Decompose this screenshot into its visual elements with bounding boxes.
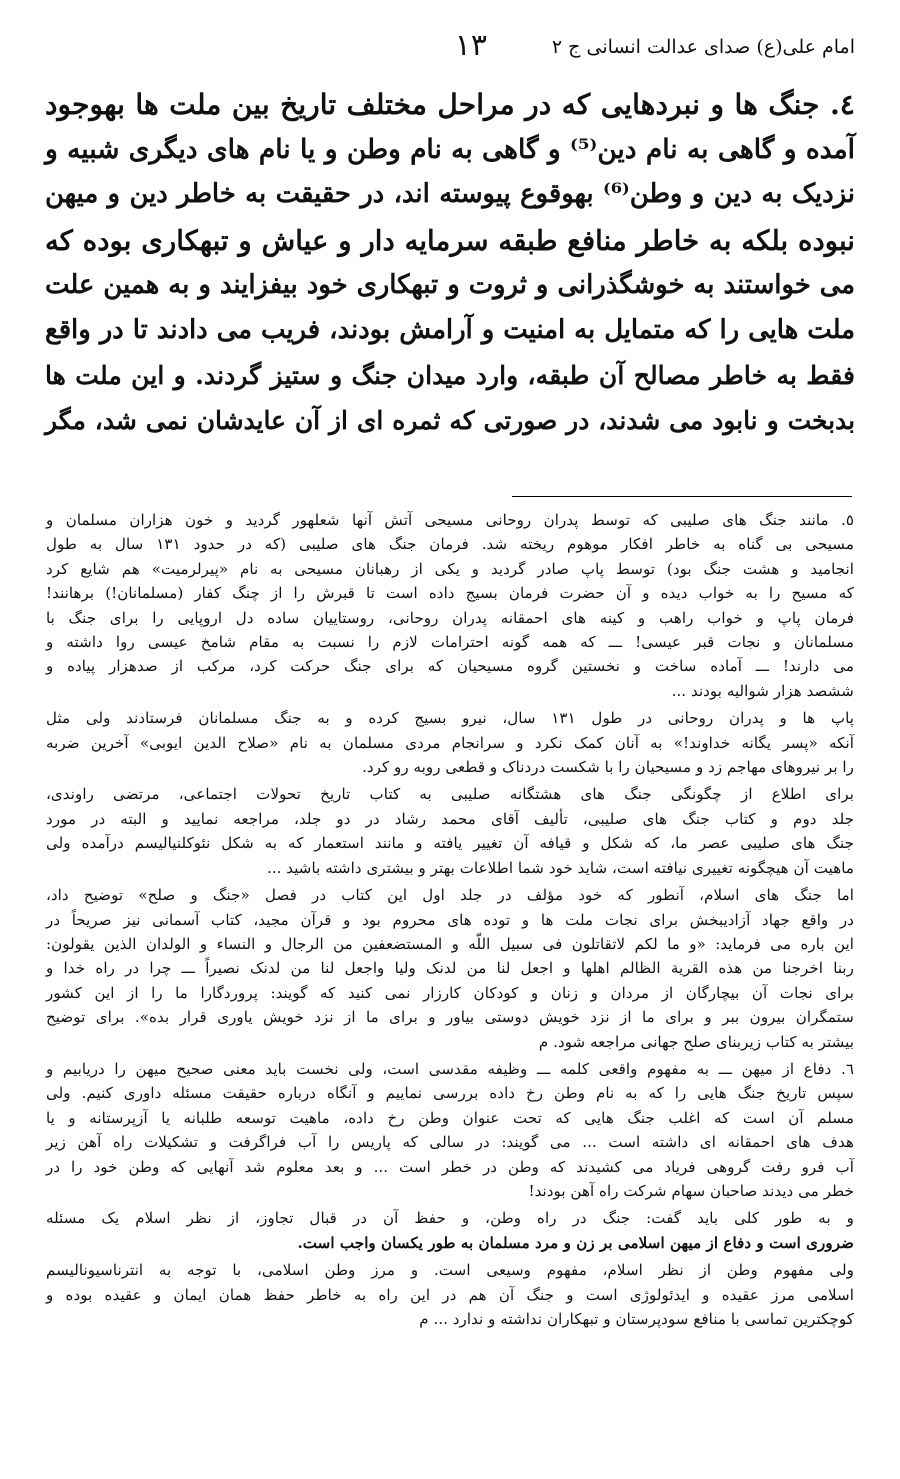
footnote-line: برای اطلاع از چگونگی جنگ های هشتگانه صلیبی به کتاب تاریخ تحولات اجتماعی، مرتضی راوندی، — [46, 785, 854, 804]
footnote-line: در واقع جهاد آزادیبخش برای نجات ملت ها و توده های محروم بود و قرآن مجید، کتاب آسمانی نیز صریحاً در — [46, 910, 854, 929]
text-line: بدبخت و نابود می شدند، در صورتی که ثمره ای از آن عایدشان نمی شد، مگر — [45, 406, 855, 436]
footnote-5 — [46, 508, 854, 703]
footnote-line: مسلمانان و نجات قبر عیسی! ـــ که همه گونه احترامات لازم را نسبت به مقام شامخ عیسی روا داشته و — [46, 633, 854, 652]
footnote-line: که مسیح را به خواب دیده و آن حضرت فرمان بسیج داده است تا قبرش را از چنگ کفار (مسلمانان!) برهانند! — [46, 584, 854, 603]
text-line: نبوده بلکه به خاطر منافع طبقه سرمایه دار و عیاش و تبهکاری بوده که — [45, 223, 855, 257]
footnote-line: فرمان پاپ و خواب راهب و کینه های احمقانه پدران روحانی، روستاییان ساده دل اروپایی را برای جنگ با — [46, 608, 854, 627]
footnote-line: پاپ ها و پدران روحانی در طول ۱۳۱ سال، نیرو بسیج کرده و به جنگ مسلمانان فرستادند ولی مثل — [46, 709, 854, 728]
footnote-line: بیشتر به کتاب زیربنای صلح جهانی مراجعه شود. م — [538, 1032, 854, 1051]
footnote-paragraph — [46, 883, 854, 1054]
footnote-line: انجامید و هشت جنگ بود) توسط پاپ صادر گردید و یکی از رهبانان مسیحی به نام «پیرلرمیت» هم شایع کرد — [46, 559, 854, 578]
footnote-line: ٦. دفاع از میهن ـــ به مفهوم واقعی کلمه ـــ وظیفه مقدسی است، ولی نخست باید معنی صحیح میهن را دریابیم و — [46, 1059, 854, 1078]
text-line: نزدیک به دین و وطن⁽⁶⁾ بهوقوع پیوسته اند، در حقیقت به خاطر دین و میهن — [45, 179, 855, 210]
text-line: آمده و گاهی به نام دین⁽⁵⁾ و گاهی به نام وطن و یا نام های دیگری شبیه و — [45, 134, 855, 166]
footnote-line: مسلم آن است که اغلب جنگ هایی که تحت عنوان وطن رخ داده، ماهیت توسعه طلبانه یا آزپرستانه و یا — [46, 1108, 854, 1127]
footnote-line: جنگ های صلیبی عصر ما، که شکل و قیافه آن تغییر یافته و مانند استعمار که به شکل نئوکلنیالیسم درآمده ولی — [46, 834, 854, 853]
footnote-line: ماهیت آن هیچگونه تغییری نیافته است، شاید خود شما اطلاعات بهتر و بیشتری داشته باشید ... — [266, 858, 854, 877]
footnote-line: را بر نیروهای مهاجم زد و مسیحیان را با شکست دردناک و قطعی روبه رو کرد. — [362, 758, 854, 777]
footnote-line: هدف های احمقانه ای داشته است ... می گویند: در سالی که پاریس را آب فراگرفت و تشکیلات راه آهن زیر — [46, 1133, 854, 1152]
book-title: امام علی(ع) صدای عدالت انسانی ج ۲ — [551, 36, 855, 58]
footnote-line: و به طور کلی باید گفت: جنگ در راه وطن، و حفظ آن در قبال تجاوز، از نظر اسلام یک مسئله — [46, 1209, 854, 1228]
page-number: ۱۳ — [454, 28, 487, 63]
footnote-line: خطر می دیدند صاحبان سهام شرکت راه آهن بودند! — [528, 1181, 854, 1200]
footnote-line: مسیحی بی گناه به خاطر افکار موهوم ریخته شد. فرمان جنگ های صلیبی (که در حدود ۱۳۱ سال به طول — [46, 535, 854, 554]
footnote-line: ولی مفهوم وطن از نظر اسلام، مفهوم وسیعی است. و مرز وطن اسلامی، با توجه به انترناسیونالیسم — [46, 1261, 854, 1280]
footnote-line: ربنا اخرجنا من هذه القریة الظالم اهلها و اجعل لنا من لدنک ولیا واجعل لنا من لدنک نصیراً ـــ چرا در راه خدا و — [46, 959, 854, 978]
text-line: ٤. جنگ ها و نبردهایی که در مراحل مختلف تاریخ بین ملت ها بهوجود — [45, 88, 855, 121]
footnotes — [46, 508, 854, 1334]
running-header — [40, 28, 855, 68]
footnote-line: اسلامی مرز عقیده و ایدئولوژی است و جنگ آن هم در این راه به خاطر حفظ همان ایمان و عقیده بوده و — [46, 1285, 854, 1304]
paragraph-4 — [45, 82, 855, 444]
footnote-paragraph — [46, 782, 854, 880]
text-line: فقط به خاطر مصالح آن طبقه، وارد میدان جنگ و ستیز گردند. و این ملت ها — [45, 360, 855, 391]
footnote-paragraph — [46, 706, 854, 779]
footnote-line: می دارند! ـــ آماده ساخت و نخستین گروه مسیحیان که برای جنگ حرکت کرد، مرکب از صدهزار پیاده و — [46, 657, 854, 676]
footnote-line: کوچکترین تماسی با منافع سودپرستان و تبهکاران نداشته و ندارد ... م — [419, 1310, 854, 1328]
footnote-line: اما جنگ های اسلام، آنطور که خود مؤلف در جلد اول این کتاب در فصل «جنگ و صلح» توضیح داد، — [46, 886, 854, 905]
footnote-paragraph — [46, 1206, 854, 1255]
footnote-line: این باره می فرماید: «و ما لکم لاتقاتلون فی سبیل اللّه و المستضعفین من الرجال و النساء و الولدان الذین یقولون: — [46, 934, 854, 953]
text-line: ملت هایی را که متمایل به امنیت و آرامش بودند، فریب می دادند تا در واقع — [45, 315, 855, 346]
footnote-line: آب فرو رفت گروهی فریاد می کشیدند که وطن در خطر است ... و بعد معلوم شد آنهایی که وطن خود را در — [46, 1157, 854, 1176]
footnote-separator — [512, 496, 852, 497]
footnote-line: آنکه «پسر یگانه خداوند!» به آنان کمک نکرد و سرانجام مردی مسلمان به نام «صلاح الدین ایوبی» آخرین ضربه — [46, 733, 854, 752]
footnote-line: سپس تاریخ جنگ هایی را که به نام وطن رخ داده بررسی نماییم و آنگاه درباره حقیقت مسئله داوری کنیم. ولی — [46, 1084, 854, 1103]
text-line: می خواستند به خوشگذرانی و ثروت و تبهکاری خود بیفزایند و به همین علت — [45, 269, 855, 300]
footnote-line: ستمگران بیرون ببر و برای ما از نزد خویش دوستی بیاور و برای ما از نزد خویش یاوری قرار بده». برای توضیح — [46, 1008, 854, 1027]
footnote-6 — [46, 1057, 854, 1203]
footnote-line: ششصد هزار شوالیه بودند ... — [671, 681, 854, 700]
footnote-line: ٥. مانند جنگ های صلیبی که توسط پدران روحانی مسیحی آتش آنها شعلهور گردید و خون هزاران مسلمان و — [46, 511, 854, 529]
footnote-line: جلد دوم و کتاب جنگ های صلیبی، تألیف آقای محمد رشاد در دو جلد، مراجعه نمایید و البته در مورد — [46, 809, 854, 828]
footnote-line: ضروری است و دفاع از میهن اسلامی بر زن و مرد مسلمان به طور یکسان واجب است. — [297, 1233, 854, 1252]
footnote-paragraph — [46, 1258, 854, 1331]
footnote-line: برای نجات آن بیچارگان از مردان و زنان و کودکان کارزار نمی کنید که گویند: پروردگارا ما را از این کشور — [46, 983, 854, 1002]
main-text — [45, 82, 855, 444]
